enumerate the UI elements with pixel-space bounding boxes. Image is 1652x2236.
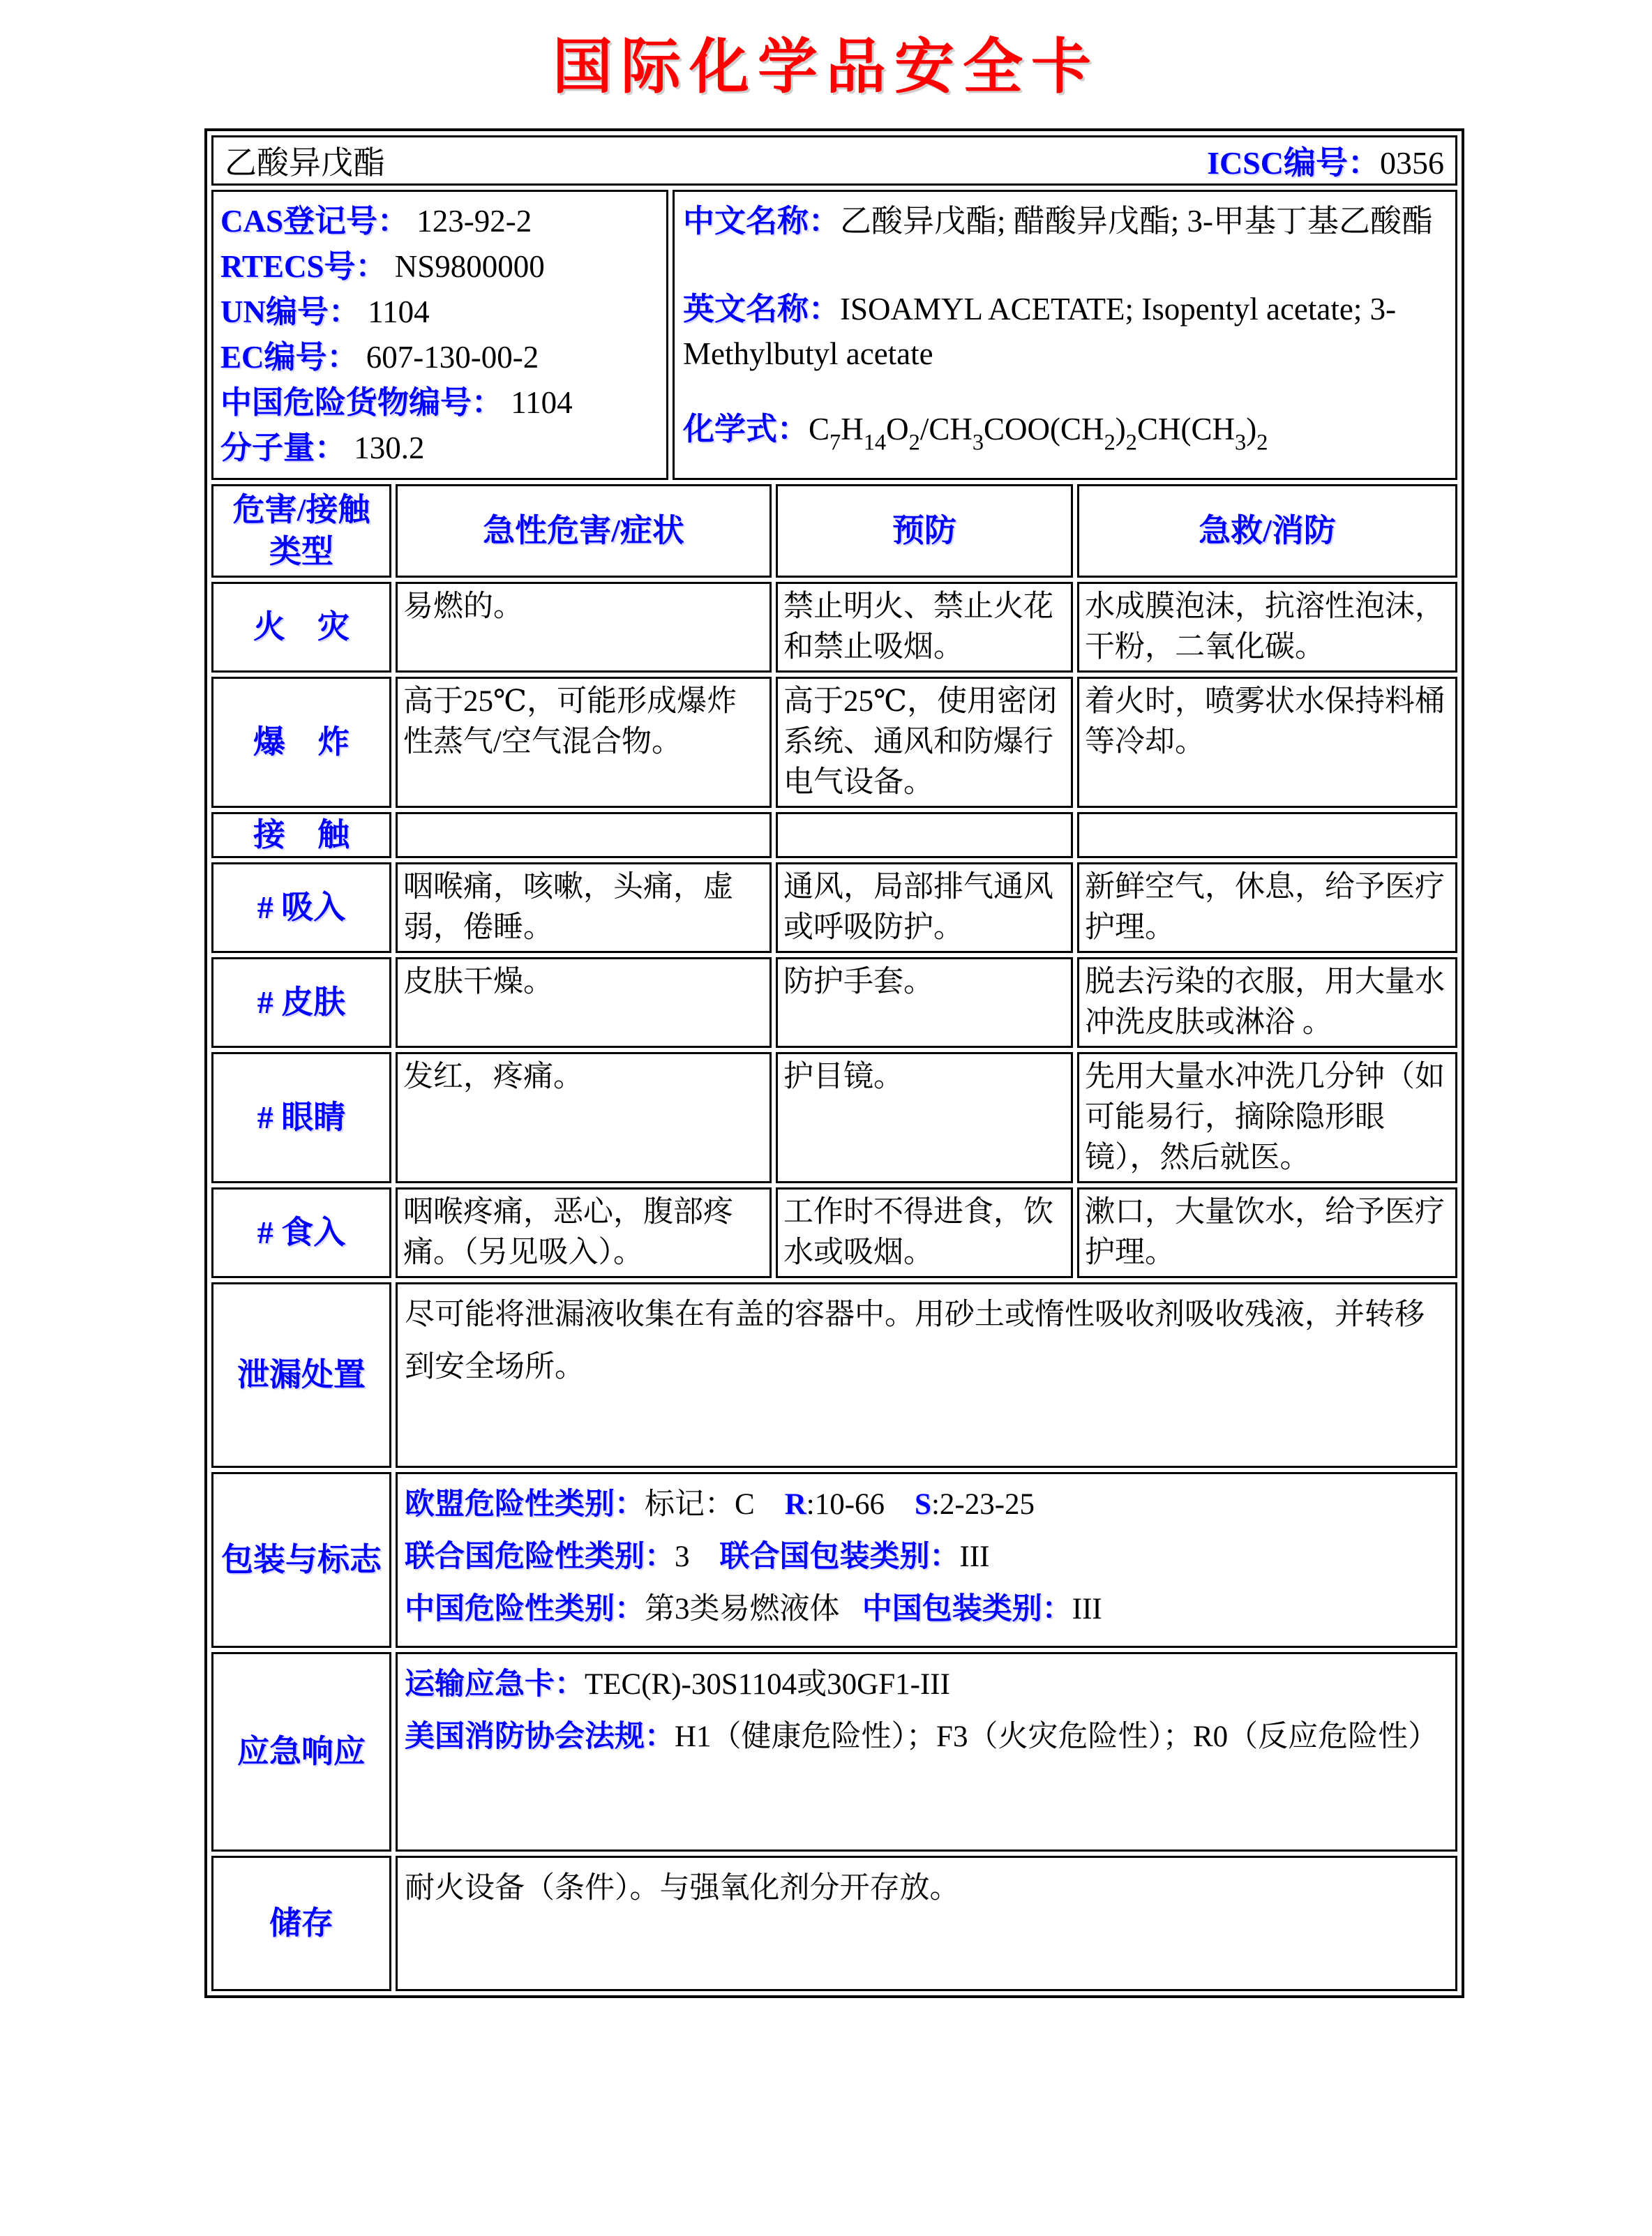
row-contact-response <box>1077 812 1457 858</box>
formula-value: $C_7H_{14}O_2/CH_3COO(CH_2)_2CH(CH_3)_2$ <box>809 412 1268 456</box>
hazard-header-type-line2: 类型 <box>269 534 333 569</box>
hazard-header-response: 急救/消防 <box>1077 484 1457 578</box>
eu-classification-line: 欧盟危险性类别：标记：C R:10-66 S:2-23-25 <box>405 1488 1035 1521</box>
identifier-label: UN编号： <box>220 294 360 329</box>
page-title: 国际化学品安全卡 <box>553 33 1099 100</box>
identifier-label: 分子量： <box>220 430 347 465</box>
row-fire-prevention: 禁止明火、禁止火花和禁止吸烟。 <box>776 582 1073 673</box>
row-eyes-type: # 眼睛 <box>211 1052 391 1183</box>
identifier-line <box>220 335 662 380</box>
identifier-label: EC编号： <box>220 340 359 375</box>
row-skin-prevention: 防护手套。 <box>776 957 1073 1048</box>
section-packaging-content <box>396 1472 1457 1648</box>
row-inhalation-response: 新鲜空气，休息，给予医疗护理。 <box>1077 862 1457 953</box>
section-spill-label: 泄漏处置 <box>211 1282 391 1468</box>
row-explosion-response: 着火时，喷雾状水保持料桶等冷却。 <box>1077 677 1457 808</box>
row-inhalation-symptoms: 咽喉痛，咳嗽，头痛，虚弱，倦睡。 <box>396 862 772 953</box>
row-explosion-type: 爆 炸 <box>211 677 391 808</box>
row-ingestion-type: # 食入 <box>211 1187 391 1278</box>
chinese-name-value: 乙酸异戊酯; 醋酸异戊酯; 3-甲基丁基乙酸酯 <box>840 204 1434 239</box>
section-spill <box>211 1282 1457 1468</box>
row-fire-symptoms: 易燃的。 <box>396 582 772 673</box>
section-emergency-label: 应急响应 <box>211 1652 391 1852</box>
card-header-cell <box>211 135 1457 186</box>
identifier-value: 130.2 <box>354 430 425 465</box>
identifier-label: CAS登记号： <box>220 204 410 239</box>
hazard-header-type <box>211 484 391 578</box>
row-ingestion-symptoms: 咽喉疼痛，恶心，腹部疼痛。（另见吸入）。 <box>396 1187 772 1278</box>
section-storage-label: 储存 <box>211 1856 391 1991</box>
identification-row <box>211 190 1457 480</box>
identifier-value: 1104 <box>368 294 430 329</box>
identifier-line <box>220 199 662 244</box>
row-ingestion-prevention: 工作时不得进食，饮水或吸烟。 <box>776 1187 1073 1278</box>
english-name-value: ISOAMYL ACETATE; Isopentyl acetate; 3-Methylbutyl acetate <box>683 292 1397 371</box>
row-fire-type: 火 灾 <box>211 582 391 673</box>
icsc-number-group <box>1207 137 1444 183</box>
row-contact-prevention <box>776 812 1073 858</box>
row-eyes-symptoms: 发红，疼痛。 <box>396 1052 772 1183</box>
hazard-header-prevention: 预防 <box>776 484 1073 578</box>
chemical-name: 乙酸异戊酯 <box>225 145 385 181</box>
hazard-table <box>211 484 1457 1278</box>
identifier-line <box>220 380 662 426</box>
identifier-value: NS9800000 <box>394 249 545 284</box>
un-classification-line: 联合国危险性类别：3 联合国包装类别：III <box>405 1540 990 1573</box>
row-skin-type: # 皮肤 <box>211 957 391 1048</box>
identifier-label: 中国危险货物编号： <box>220 385 504 420</box>
section-packaging <box>211 1472 1457 1648</box>
hazard-header-symptoms: 急性危害/症状 <box>396 484 772 578</box>
section-packaging-label: 包装与标志 <box>211 1472 391 1648</box>
identifiers-cell <box>211 190 668 480</box>
icsc-label: ICSC编号： <box>1207 145 1380 181</box>
safety-card <box>204 128 1464 1998</box>
section-spill-text: 尽可能将泄漏液收集在有盖的容器中。用砂土或惰性吸收剂吸收残液，并转移到安全场所。 <box>405 1298 1425 1383</box>
row-skin-response: 脱去污染的衣服，用大量水冲洗皮肤或淋浴 。 <box>1077 957 1457 1048</box>
row-explosion-prevention: 高于25℃，使用密闭系统、通风和防爆行电气设备。 <box>776 677 1073 808</box>
card-header-row <box>211 135 1457 186</box>
chinese-name-label: 中文名称： <box>683 204 841 239</box>
identifier-line <box>220 426 662 471</box>
row-ingestion-response: 漱口，大量饮水，给予医疗护理。 <box>1077 1187 1457 1278</box>
chinese-name-line <box>683 199 1447 243</box>
section-storage-text: 耐火设备（条件）。与强氧化剂分开存放。 <box>405 1872 960 1905</box>
names-cell <box>673 190 1457 480</box>
row-eyes-response: 先用大量水冲洗几分钟（如可能易行，摘除隐形眼镜），然后就医。 <box>1077 1052 1457 1183</box>
identifier-line <box>220 244 662 290</box>
formula-label: 化学式： <box>683 412 809 447</box>
icsc-number: 0356 <box>1380 145 1444 181</box>
section-storage-content <box>396 1856 1457 1991</box>
formula-line <box>683 407 1447 465</box>
identifier-label: RTECS号： <box>220 249 387 284</box>
identifier-line <box>220 290 662 335</box>
china-classification-line: 中国危险性类别：第3类易燃液体 中国包装类别：III <box>405 1593 1102 1626</box>
section-emergency <box>211 1652 1457 1852</box>
identifier-value: 1104 <box>511 385 573 420</box>
english-name-label: 英文名称： <box>683 292 841 327</box>
section-emergency-content <box>396 1652 1457 1852</box>
english-name-line <box>683 287 1447 376</box>
row-contact-symptoms <box>396 812 772 858</box>
row-inhalation-prevention: 通风，局部排气通风或呼吸防护。 <box>776 862 1073 953</box>
hazard-header-type-line1: 危害/接触 <box>232 492 370 527</box>
row-contact-type: 接 触 <box>211 812 391 858</box>
transport-emergency-card-line: 运输应急卡：TEC(R)-30S1104或30GF1-III <box>405 1668 950 1701</box>
nfpa-code-line: 美国消防协会法规：H1（健康危险性）；F3（火灾危险性）；R0（反应危险性） <box>405 1720 1439 1753</box>
section-storage <box>211 1856 1457 1991</box>
identifier-value: 123-92-2 <box>416 204 532 239</box>
row-fire-response: 水成膜泡沫，抗溶性泡沫，干粉，二氧化碳。 <box>1077 582 1457 673</box>
row-eyes-prevention: 护目镜。 <box>776 1052 1073 1183</box>
identifier-value: 607-130-00-2 <box>366 340 539 375</box>
row-inhalation-type: # 吸入 <box>211 862 391 953</box>
row-explosion-symptoms: 高于25℃，可能形成爆炸性蒸气/空气混合物。 <box>396 677 772 808</box>
section-spill-content <box>396 1282 1457 1468</box>
row-skin-symptoms: 皮肤干燥。 <box>396 957 772 1048</box>
